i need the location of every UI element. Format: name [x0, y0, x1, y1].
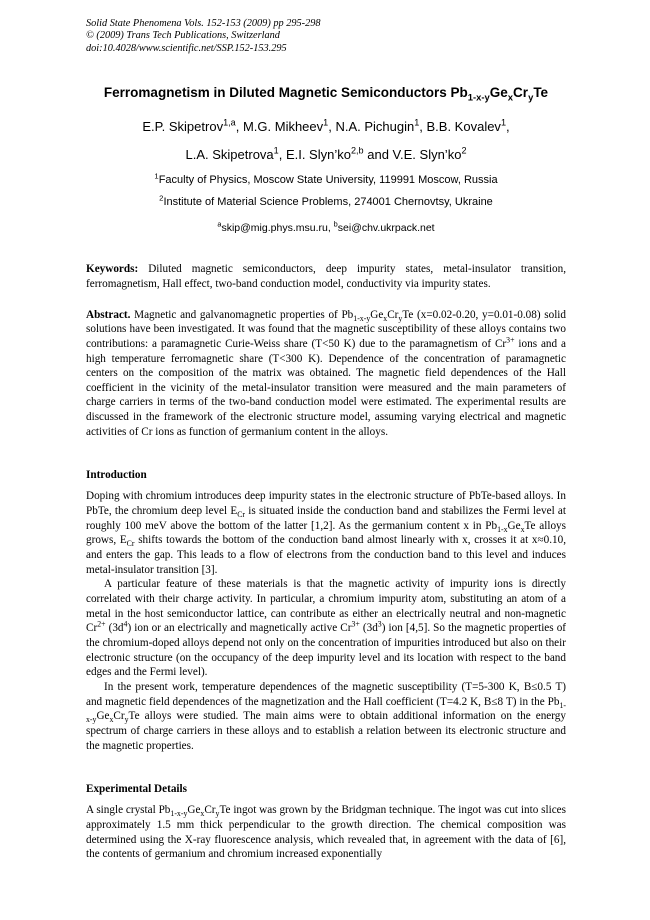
authors-line-2: L.A. Skipetrova$^1$, E.I. Slyn’ko$^{2,b}$ and V.E. $Slyn’ko^2$: [185, 145, 467, 163]
paper-title: Ferromagnetism in Diluted Magnetic Semiconductors $Pb_{1-x-y}Ge_xCr_yTe$: [103, 85, 549, 104]
journal-header: [86, 18, 566, 55]
journal-citation: Solid State Phenomena Vols. 152-153 (2009) pp 295-298: [86, 18, 321, 29]
affiliations-block: [86, 169, 566, 213]
experimental-paragraph-1: A single crystal $Pb_{1-x-y}Ge_xCr_yTe$ ingot was grown by the Bridgman technique. The ingot was cut into slices approximately 1.5 mm thick perpendicular to the growth direction. The chemical composition was determined using the X-ray fluorescence analysis, which revealed that, in agreement with the data of [6], the contents of germanium and chromium increased exponentially: [86, 804, 566, 861]
introduction-paragraph-3: In the present work, temperature dependences of the magnetic susceptibility (T=5-300 K, B≤0.5 T) and magnetic field dependences of the magnetization and the Hall coefficient (T=4.2 K, B≤8 T) in the $Pb_{1-x-y}Ge_xCr_yTe$ alloys were studied. The main aims were to obtain additional information on the energy spectrum of charge carriers in these alloys and to establish a relation between its electronic structure and the magnetic properties.: [86, 680, 566, 752]
doi-line: doi:10.4028/www.scientific.net/SSP.152-153.295: [86, 42, 287, 54]
copyright-line: © (2009) Trans Tech Publications, Switzerland: [86, 30, 280, 42]
section-heading-experimental-details: Experimental Details: [86, 783, 187, 796]
authors-block: [86, 113, 566, 169]
introduction-paragraph-2: A particular feature of these materials is that the magnetic activity of impurity ions is directly correlated with their charge activity. In particular, a chromium impurity atom, substituting an atom of a metal in the host semiconductor lattice, can contribute as either an electrically neutral and non-magnetic $Cr^{2+}$ $(3d^4)$ ion or an electrically and magnetically active $Cr^{3+}$ $(3d^3)$ ion [4,5]. So the magnetic properties of the chromium-doped alloys depend not only on the concentration of impurities introduced but also on their electronic structure (on the occupancy of the deep impurity level and its location with respect to the band edges and the Fermi level).: [86, 578, 567, 679]
authors-line-1: E.P. Skipetrov$^{1,a}$, M.G. Mikheev$^1$, N.A. Pichugin$^1$, B.B. Kovalev$^1$,: [142, 117, 510, 135]
author-emails: $^a$skip@mig.phys.msu.ru, $^b$sei@chv.ukrpack.net: [217, 219, 435, 235]
keywords-paragraph: Keywords: Diluted magnetic semiconductors, deep impurity states, metal-insulator transition, ferromagnetism, Hall effect, two-band conduction model, conductivity via impurity states.: [86, 263, 566, 290]
affiliation-1: $^1$Faculty of Physics, Moscow State University, 119991 Moscow, Russia: [154, 171, 498, 187]
introduction-paragraph-1: Doping with chromium introduces deep impurity states in the electronic structure of PbTe-based alloys. In PbTe, the chromium deep level $E_{Cr}$ is situated inside the conduction band and stabilizes the Fermi level at roughly 100 meV above the bottom of the latter [1,2]. As the germanium content x in $Pb_{1-x}Ge_xTe$ alloys grows, $E_{Cr}$ shifts towards the bottom of the conduction band almost linearly with x, crosses it at x≈0.10, and enters the gap. This leads to a flow of electrons from the conduction band to this level and induces metal-insulator transition [3].: [86, 490, 566, 576]
abstract-paragraph: Abstract. Magnetic and galvanomagnetic properties of $Pb_{1-x-y}Ge_xCr_yTe$ (x=0.02-0.20, y=0.01-0.08) solid solutions have been investigated. It was found that the magnetic susceptibility of these alloys contains two contributions: a paramagnetic Curie-Weiss share (T<50 K) due to the paramagnetism of $Cr^{3+}$ ions and a high temperature ferromagnetic share (T<300 K). Dependence of the concentration of paramagnetic centers on the composition of the matrix was obtained. The magnetic field dependences of the Hall coefficient in the vicinity of the metal-insulator transition were measured and the main parameters of charge carriers in terms of the two-band conduction model were estimated. The experimental results are discussed in the framework of the electronic structure model, assuming varying electrical and magnetic activities of Cr ions as function of germanium content in the alloys.: [86, 308, 566, 438]
affiliation-2: $^2$Institute of Material Science Problems, 274001 Chernovtsy, Ukraine: [159, 193, 493, 209]
section-heading-introduction: Introduction: [86, 469, 147, 482]
